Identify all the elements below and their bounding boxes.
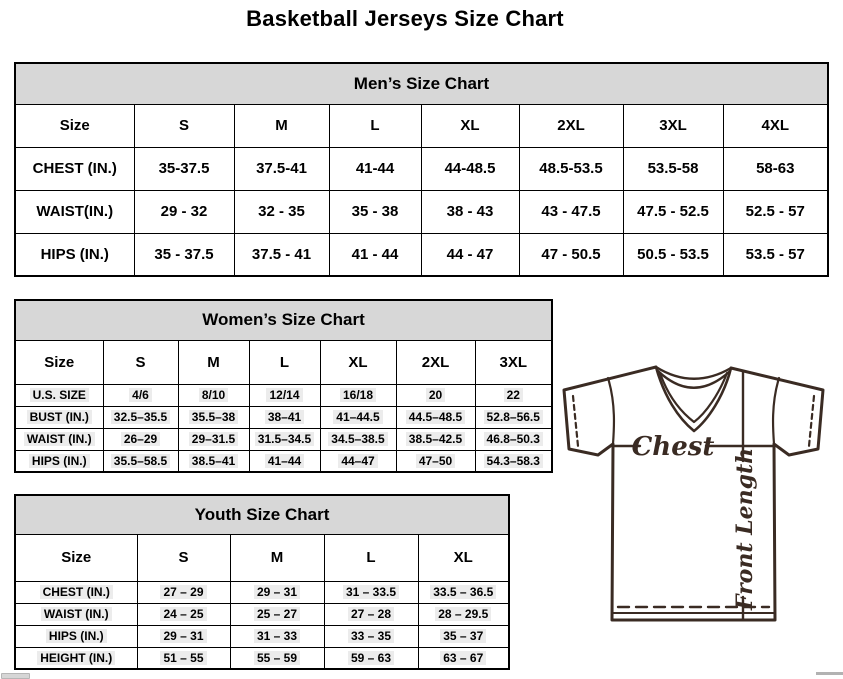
size-cell: 26–29 [103, 428, 178, 450]
row-label: HIPS (IN.) [15, 625, 137, 647]
table-row [15, 603, 509, 625]
table-row [15, 450, 552, 472]
page-title: Basketball Jerseys Size Chart [246, 6, 564, 31]
size-cell: 35 - 37.5 [134, 233, 234, 276]
table-row [15, 190, 828, 233]
size-cell: 44-48.5 [421, 147, 519, 190]
size-cell: 52.5 - 57 [723, 190, 828, 233]
cuff-dash-right [809, 396, 814, 446]
size-cell: 41–44 [249, 450, 320, 472]
table-row [15, 647, 509, 669]
scrollbar-fragment-left [1, 673, 30, 679]
size-cell: 4/6 [103, 384, 178, 406]
size-cell: 52.8–56.5 [475, 406, 552, 428]
row-label: HEIGHT (IN.) [15, 647, 137, 669]
row-label: HIPS (IN.) [15, 233, 134, 276]
size-cell: 44.5–48.5 [396, 406, 475, 428]
size-cell: 47–50 [396, 450, 475, 472]
size-cell: 35.5–38 [178, 406, 249, 428]
size-cell: 47.5 - 52.5 [623, 190, 723, 233]
size-cell: 54.3–58.3 [475, 450, 552, 472]
size-cell: 27 – 29 [137, 581, 230, 603]
size-cell: 32.5–35.5 [103, 406, 178, 428]
table-row [15, 406, 552, 428]
size-cell: 63 – 67 [418, 647, 509, 669]
size-cell: 20 [396, 384, 475, 406]
column-header: Size [15, 534, 137, 581]
size-cell: 38 - 43 [421, 190, 519, 233]
size-cell: 47 - 50.5 [519, 233, 623, 276]
armhole-seam-left [608, 378, 614, 444]
row-label: WAIST(IN.) [15, 190, 134, 233]
size-cell: 41–44.5 [320, 406, 396, 428]
size-cell: 35 – 37 [418, 625, 509, 647]
size-cell: 16/18 [320, 384, 396, 406]
size-cell: 48.5-53.5 [519, 147, 623, 190]
collar-band [656, 367, 731, 379]
size-cell: 35 - 38 [329, 190, 421, 233]
size-cell: 37.5-41 [234, 147, 329, 190]
size-cell: 33 – 35 [324, 625, 418, 647]
jersey-outline [564, 367, 823, 620]
row-label: HIPS (IN.) [15, 450, 103, 472]
womens-chart-title: Women’s Size Chart [15, 300, 552, 340]
scrollbar-fragment-right [816, 672, 843, 675]
womens-size-table [14, 299, 553, 473]
table-row [15, 428, 552, 450]
size-cell: 53.5-58 [623, 147, 723, 190]
table-row [15, 625, 509, 647]
size-cell: 41-44 [329, 147, 421, 190]
column-header: 2XL [396, 340, 475, 384]
size-cell: 33.5 – 36.5 [418, 581, 509, 603]
column-header: L [324, 534, 418, 581]
size-cell: 50.5 - 53.5 [623, 233, 723, 276]
size-cell: 55 – 59 [230, 647, 324, 669]
column-header: Size [15, 104, 134, 147]
table-row [15, 233, 828, 276]
size-cell: 53.5 - 57 [723, 233, 828, 276]
size-cell: 31 – 33.5 [324, 581, 418, 603]
column-header: M [178, 340, 249, 384]
size-cell: 25 – 27 [230, 603, 324, 625]
column-header: 2XL [519, 104, 623, 147]
row-label: BUST (IN.) [15, 406, 103, 428]
table-row [15, 147, 828, 190]
size-cell: 24 – 25 [137, 603, 230, 625]
size-cell: 29 - 32 [134, 190, 234, 233]
column-header: XL [421, 104, 519, 147]
size-cell: 44 - 47 [421, 233, 519, 276]
column-header: L [329, 104, 421, 147]
column-header: S [103, 340, 178, 384]
size-cell: 38–41 [249, 406, 320, 428]
size-cell: 37.5 - 41 [234, 233, 329, 276]
size-cell: 38.5–41 [178, 450, 249, 472]
cuff-dash-left [573, 396, 578, 446]
row-label: CHEST (IN.) [15, 147, 134, 190]
column-header: S [137, 534, 230, 581]
size-cell: 29–31.5 [178, 428, 249, 450]
size-cell: 28 – 29.5 [418, 603, 509, 625]
size-cell: 59 – 63 [324, 647, 418, 669]
size-cell: 41 - 44 [329, 233, 421, 276]
size-cell: 43 - 47.5 [519, 190, 623, 233]
size-cell: 44–47 [320, 450, 396, 472]
youth-size-table [14, 494, 510, 670]
size-cell: 12/14 [249, 384, 320, 406]
column-header: 3XL [623, 104, 723, 147]
size-cell: 35.5–58.5 [103, 450, 178, 472]
size-cell: 29 – 31 [137, 625, 230, 647]
mens-chart-title: Men’s Size Chart [15, 63, 828, 104]
youth-chart-title: Youth Size Chart [15, 495, 509, 534]
mens-size-table [14, 62, 829, 277]
column-header: Size [15, 340, 103, 384]
size-cell: 58-63 [723, 147, 828, 190]
size-cell: 27 – 28 [324, 603, 418, 625]
column-header: 4XL [723, 104, 828, 147]
row-label: U.S. SIZE [15, 384, 103, 406]
armhole-seam-right [773, 378, 779, 444]
row-label: WAIST (IN.) [15, 603, 137, 625]
column-header: M [234, 104, 329, 147]
front-length-label: Front Length [732, 447, 758, 611]
column-header: M [230, 534, 324, 581]
size-cell: 35-37.5 [134, 147, 234, 190]
column-header: XL [418, 534, 509, 581]
jersey-diagram [556, 344, 838, 640]
column-header: L [249, 340, 320, 384]
size-cell: 34.5–38.5 [320, 428, 396, 450]
size-cell: 32 - 35 [234, 190, 329, 233]
row-label: CHEST (IN.) [15, 581, 137, 603]
size-cell: 51 – 55 [137, 647, 230, 669]
size-cell: 22 [475, 384, 552, 406]
size-cell: 8/10 [178, 384, 249, 406]
table-row [15, 581, 509, 603]
column-header: S [134, 104, 234, 147]
size-cell: 46.8–50.3 [475, 428, 552, 450]
size-cell: 31 – 33 [230, 625, 324, 647]
size-cell: 29 – 31 [230, 581, 324, 603]
column-header: XL [320, 340, 396, 384]
row-label: WAIST (IN.) [15, 428, 103, 450]
size-cell: 31.5–34.5 [249, 428, 320, 450]
chest-label: Chest [631, 432, 715, 462]
column-header: 3XL [475, 340, 552, 384]
table-row [15, 384, 552, 406]
size-cell: 38.5–42.5 [396, 428, 475, 450]
